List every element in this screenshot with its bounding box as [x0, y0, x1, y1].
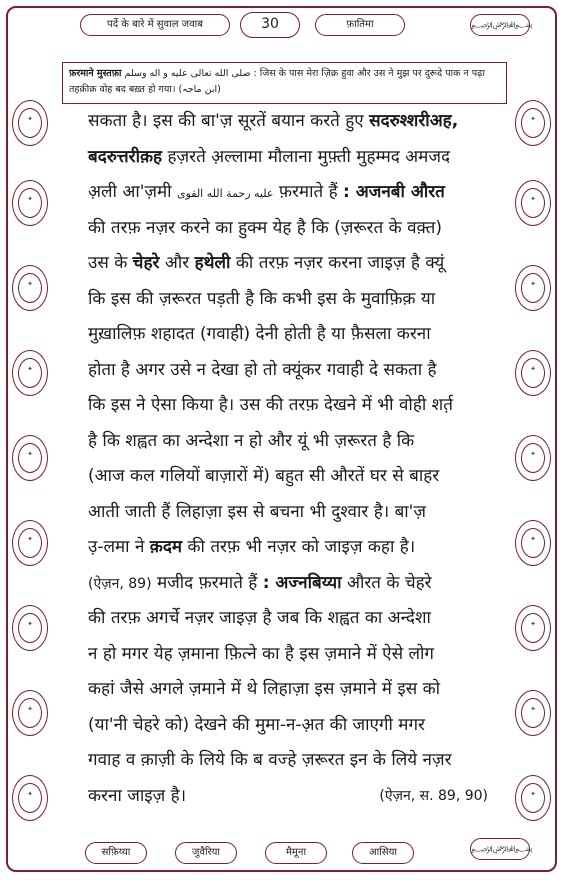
quote-text-line2: तहक़ीक़ वोह बद बख़्त हो गया। (ابن ماجہ)	[69, 84, 221, 95]
footer-name-badge: मैमूना	[265, 842, 327, 864]
side-medallion-icon: ✦	[515, 100, 551, 146]
text-line: न हो मगर येह ज़माना फ़ित्ने का है इस ज़माने में ऐसे लोग	[88, 643, 434, 664]
text-line: की तरफ़ नज़र करने का हुक्म येह है कि (ज़रूरत के वक़्त)	[88, 217, 442, 238]
header-name-badge: फ़ातिमा	[315, 14, 405, 36]
text-line: कि इस ने ऐसा किया है। उस की तरफ़ देखने में भी वोही शर्त़	[88, 395, 453, 415]
footer-name-badge: जुवैरिया	[175, 842, 237, 864]
side-medallion-icon: ✦	[12, 690, 48, 736]
side-medallion-icon: ✦	[12, 435, 48, 481]
side-medallion-icon: ✦	[515, 690, 551, 736]
side-medallion-icon: ✦	[12, 100, 48, 146]
calligraphy-medallion-icon: ﷽	[470, 838, 530, 860]
reference-citation: (ऐज़न, स. 89, 90)	[379, 787, 488, 804]
text-line: (या'नी चेहरे को) देखने की मुमा-न-अ़त की जाएगी मगर	[88, 714, 425, 735]
text-line: मुख़ालिफ़ शहादत (गवाही) देनी होती है या फ़ैसला करना	[88, 324, 431, 344]
side-medallion-icon: ✦	[12, 775, 48, 821]
page-number: 30	[240, 12, 300, 38]
body-text	[88, 104, 488, 814]
text-line: अ़ली आ'ज़मी عليه رحمة الله القوى फ़रमाते हैं : अजनबी औरत	[88, 182, 445, 202]
text-line: कहां जैसे अगले ज़माने में थे लिहाज़ा इस ज़माने में इस को	[88, 679, 441, 699]
text-line: है कि शह्वत का अन्देशा न हो और यूं भी ज़रूरत है कि	[88, 430, 415, 451]
text-line: सकता है। इस की बा'ज़ सूरतें बयान करते हुए सदरुश्शरीअह,	[88, 111, 459, 131]
text-line: की तरफ़ अगर्चे नज़र जाइज़ है जब कि शह्वत का अन्देशा	[88, 608, 431, 628]
text-line: (ऐज़न, 89) मजीद फ़रमाते हैं : अज्नबिय्या औरत के चेहरे	[88, 572, 432, 593]
side-medallion-icon: ✦	[12, 605, 48, 651]
text-line: होता है अगर उसे न देखा हो तो क्यूंकर गवाही दे सकता है	[88, 359, 437, 380]
side-medallion-icon: ✦	[515, 605, 551, 651]
side-medallion-icon: ✦	[515, 265, 551, 311]
text-line: उ़-लमा ने क़दम की तरफ़ भी नज़र को जाइज़ कहा है।	[88, 537, 416, 557]
side-medallion-icon: ✦	[12, 180, 48, 226]
calligraphy-medallion-icon: ﷽	[470, 14, 530, 36]
side-medallion-icon: ✦	[12, 265, 48, 311]
quote-title: फ़रमाने मुस्तफ़ा	[69, 68, 122, 79]
side-medallion-icon: ✦	[12, 350, 48, 396]
hadith-quote-box	[62, 62, 507, 104]
quote-arabic-salutation: صلى الله تعالى عليه و اله وسلم	[124, 68, 251, 79]
footer-name-badge: आसिया	[352, 842, 414, 864]
side-medallion-icon: ✦	[515, 180, 551, 226]
side-medallion-icon: ✦	[515, 435, 551, 481]
side-medallion-icon: ✦	[515, 775, 551, 821]
footer-name-badge: सफ़िय्या	[85, 842, 147, 864]
side-medallion-icon: ✦	[12, 520, 48, 566]
side-medallion-icon: ✦	[515, 350, 551, 396]
side-medallion-icon: ✦	[515, 520, 551, 566]
quote-text-line1: : जिस के पास मेरा ज़िक्र हुवा और उस ने मुझ पर दुरूदे पाक न पढ़ा	[253, 68, 485, 79]
text-line: उस के चेहरे और हथेली की तरफ़ नज़र करना जाइज़ है क्यूं	[88, 253, 445, 273]
text-line: गवाह व क़ाज़ी के लिये कि ब वज्हे ज़रूरत इन के लिये नज़र	[88, 750, 452, 770]
text-line: बदरुत्तरीक़ह हज़रते अ़ल्लामा मौलाना मुफ़्ती मुहम्मद अमजद	[88, 146, 450, 167]
text-line: कि इस की ज़रूरत पड़ती है कि कभी इस के मुवाफ़िक़ या	[88, 288, 436, 309]
text-line: आती जाती हैं लिहाज़ा इस से बचना भी दुश्वार है। बा'ज़	[88, 501, 426, 522]
text-line: (आज कल गलियों बाज़ारों में) बहुत सी औरतें घर से बाहर	[88, 466, 440, 486]
text-line: करना जाइज़ है। (ऐज़न, स. 89, 90)	[88, 779, 488, 815]
header-chapter-title: पर्दे के बारे में सुवाल जवाब	[80, 14, 230, 36]
